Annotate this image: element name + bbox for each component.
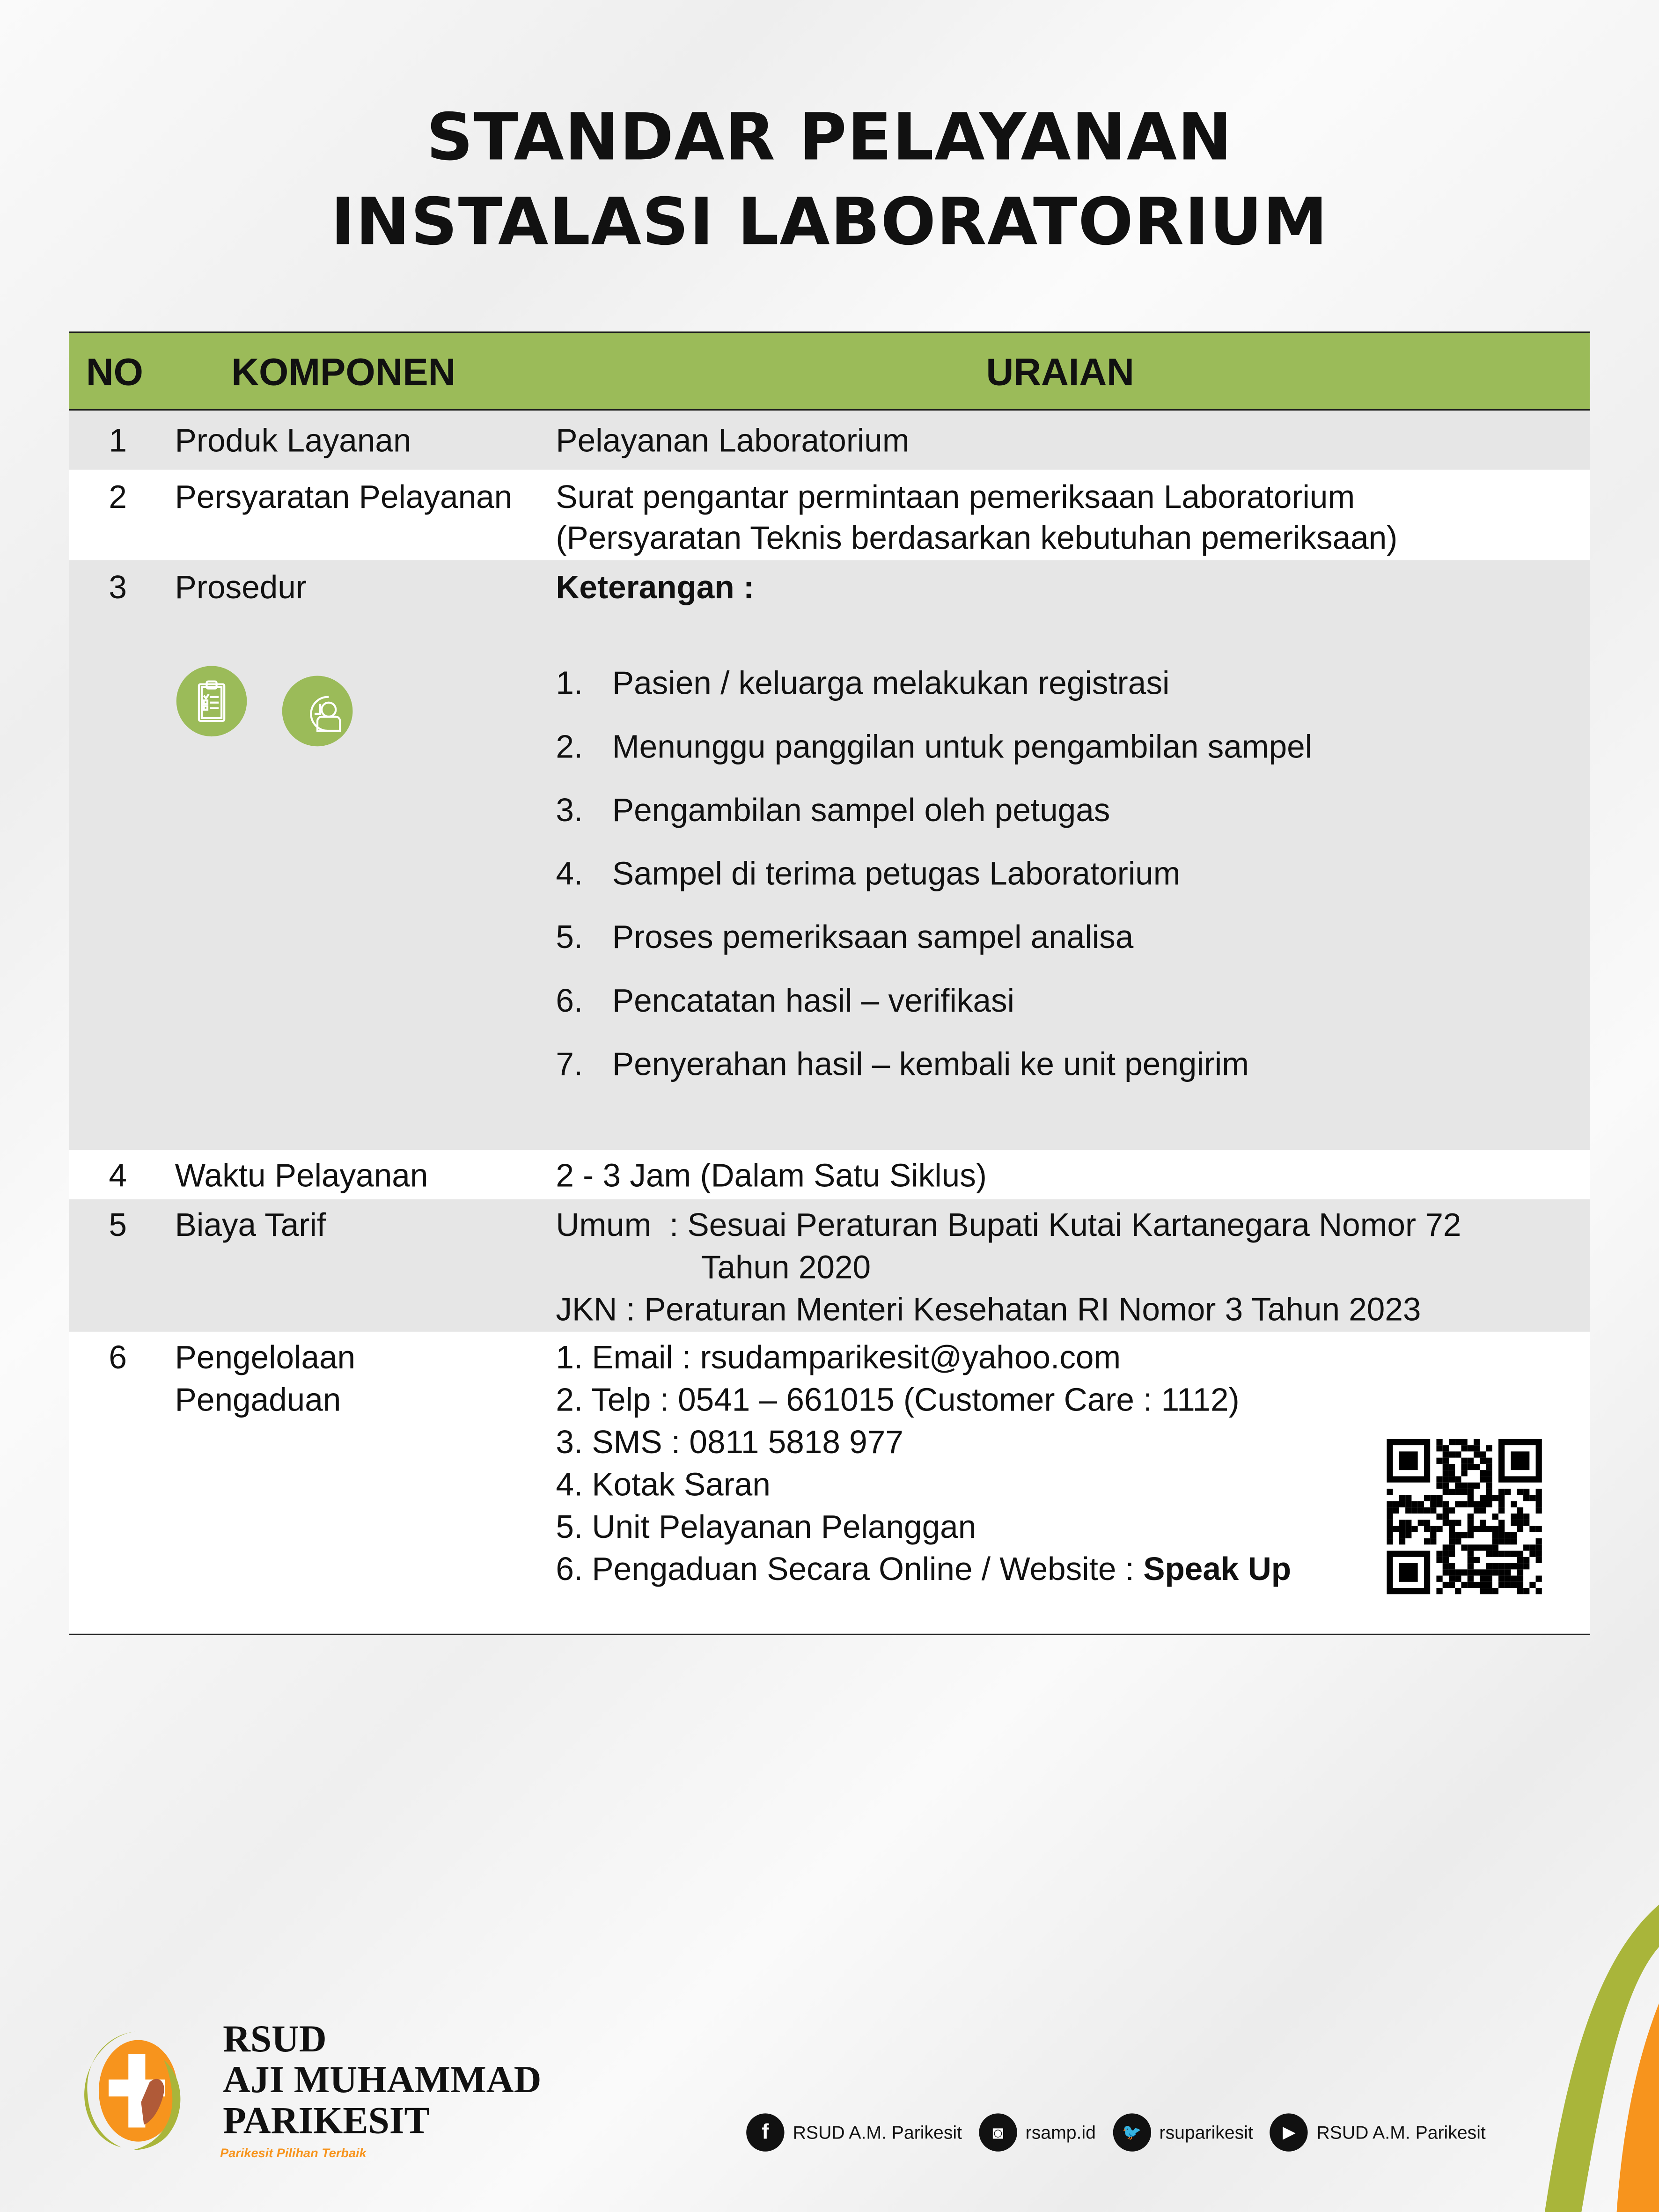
youtube-label: RSUD A.M. Parikesit [1316,2121,1486,2143]
row-komponen: Prosedur [175,568,307,605]
table-row [69,1332,1590,1635]
step-text: Pencatatan hasil – verifikasi [612,982,1015,1019]
row-no: 5 [109,1206,127,1243]
facebook-icon: f [746,2113,784,2151]
row-uraian: 2 - 3 Jam (Dalam Satu Siklus) [556,1157,987,1194]
row-uraian: Umum : Sesuai Peraturan Bupati Kutai Kartanegara Nomor 72 [556,1206,1461,1243]
brand-line3: PARIKESIT [223,2099,430,2142]
row-no: 2 [109,478,127,515]
step-number: 5. [556,918,583,955]
twitter-link[interactable] [1113,2113,1253,2151]
youtube-icon: ▶ [1270,2113,1308,2151]
instagram-icon: ◙ [979,2113,1017,2151]
row-uraian: Surat pengantar permintaan pemeriksaan Laboratorium [556,478,1355,515]
header-komponen: KOMPONEN [231,351,456,394]
twitter-label: rsuparikesit [1159,2121,1253,2143]
complaint-sms: 3. SMS : 0811 5818 977 [556,1423,903,1461]
step-number: 6. [556,982,583,1019]
row-uraian: Tahun 2020 [701,1249,871,1286]
speak-up-link[interactable]: Speak Up [1143,1550,1292,1587]
row-uraian: (Persyaratan Teknis berdasarkan kebutuhan pemeriksaan) [556,519,1398,556]
facebook-link[interactable] [746,2113,962,2151]
keterangan-label: Keterangan : [556,568,755,605]
step-number: 3. [556,791,583,828]
qr-code [1387,1439,1542,1594]
step-text: Proses pemeriksaan sampel analisa [612,918,1134,955]
hospital-logo [79,2026,198,2156]
instagram-link[interactable] [979,2113,1096,2151]
step-number: 7. [556,1045,583,1082]
header-no: NO [86,351,143,394]
complaint-phone: 2. Telp : 0541 – 661015 (Customer Care : 1112) [556,1381,1240,1418]
complaint-unit: 5. Unit Pelayanan Pelanggan [556,1508,976,1545]
step-number: 4. [556,855,583,892]
social-links [746,2113,1486,2151]
brand-line1: RSUD [223,2017,327,2060]
step-number: 1. [556,664,583,701]
youtube-link[interactable] [1270,2113,1486,2151]
step-text: Pasien / keluarga melakukan registrasi [612,664,1170,701]
step-text: Menunggu panggilan untuk pengambilan sampel [612,728,1313,765]
row-komponen: Waktu Pelayanan [175,1157,428,1194]
row-no: 3 [109,568,127,605]
row-no: 4 [109,1157,127,1194]
row-komponen: Pengelolaan [175,1338,356,1376]
header-uraian: URAIAN [986,351,1134,394]
decorative-curves [1481,1904,1659,2212]
row-uraian: Pelayanan Laboratorium [556,422,910,459]
table-row [69,411,1590,470]
table-row [69,1150,1590,1199]
table-row [69,560,1590,1150]
step-text: Penyerahan hasil – kembali ke unit pengirim [612,1045,1249,1082]
page-title-line2: INSTALASI LABORATORIUM [330,183,1329,260]
complaint-online [556,1548,1291,1590]
row-uraian: JKN : Peraturan Menteri Kesehatan RI Nomor 3 Tahun 2023 [556,1291,1421,1328]
table-header [69,331,1590,411]
row-no: 6 [109,1338,127,1376]
step-text: Sampel di terima petugas Laboratorium [612,855,1181,892]
step-number: 2. [556,728,583,765]
page-title-line1: STANDAR PELAYANAN [426,98,1233,175]
brand-tagline: Parikesit Pilihan Terbaik [220,2146,367,2160]
row-komponen: Pengaduan [175,1381,341,1418]
complaint-box: 4. Kotak Saran [556,1466,771,1503]
facebook-label: RSUD A.M. Parikesit [793,2121,962,2143]
complaint-online-label: 6. Pengaduan Secara Online / Website : [556,1550,1144,1587]
complaint-email: 1. Email : rsudamparikesit@yahoo.com [556,1338,1121,1376]
row-komponen: Biaya Tarif [175,1206,326,1243]
row-no: 1 [109,422,127,459]
table-row [69,470,1590,560]
table-row [69,1199,1590,1332]
clock-person-icon [282,676,353,747]
instagram-label: rsamp.id [1025,2121,1096,2143]
step-text: Pengambilan sampel oleh petugas [612,791,1110,828]
row-komponen: Persyaratan Pelayanan [175,478,513,515]
twitter-icon: 🐦 [1113,2113,1151,2151]
clipboard-checklist-icon [176,666,247,736]
row-komponen: Produk Layanan [175,422,411,459]
brand-line2: AJI MUHAMMAD [223,2058,542,2101]
